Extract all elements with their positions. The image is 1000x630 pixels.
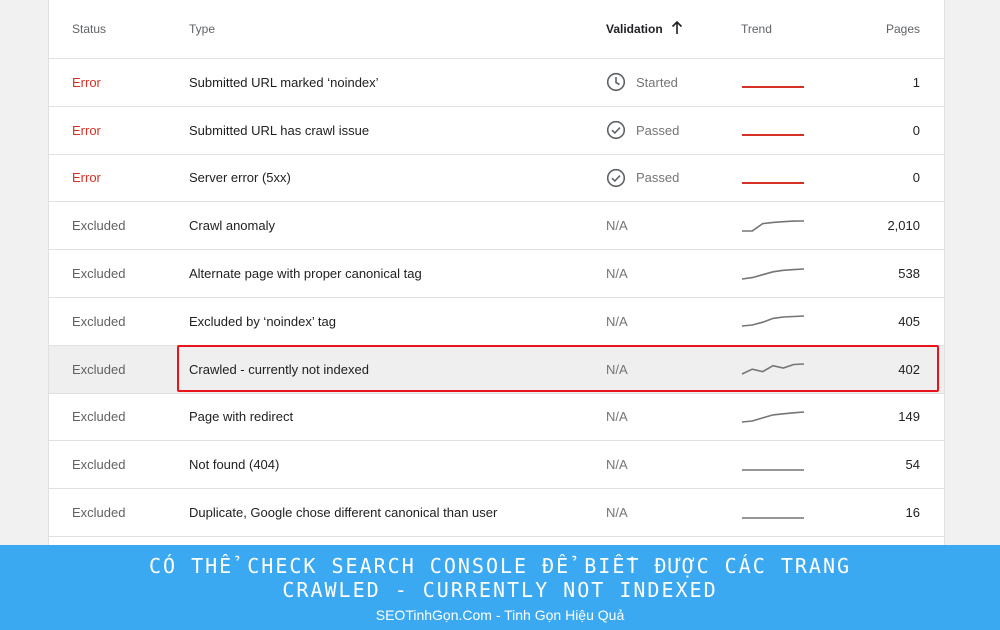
row-main (177, 250, 944, 297)
validation-label: N/A (606, 457, 628, 473)
check-circle-icon (606, 120, 626, 140)
row-main (177, 202, 944, 249)
type-label: Excluded by ‘noindex’ tag (189, 313, 336, 329)
check-circle-icon (606, 168, 626, 188)
row-main (177, 59, 944, 106)
trend-sparkline (741, 394, 805, 441)
trend-sparkline-svg (741, 170, 805, 186)
trend-sparkline (741, 107, 805, 154)
status-label: Error (72, 122, 101, 138)
status-label: Excluded (72, 313, 126, 329)
pages-count: 149 (898, 409, 920, 425)
status-label: Excluded (72, 361, 126, 377)
row-main (177, 394, 944, 441)
type-label: Submitted URL marked ‘noindex’ (189, 74, 379, 90)
row-main (177, 298, 944, 345)
table-row[interactable] (49, 298, 944, 346)
validation-cell (606, 59, 678, 106)
pages-count: 0 (912, 122, 920, 138)
pages-count: 0 (912, 170, 920, 186)
pages-count: 538 (898, 266, 920, 282)
trend-line (742, 412, 804, 422)
status-label: Excluded (72, 266, 126, 282)
row-main (177, 107, 944, 154)
type-label: Not found (404) (189, 457, 280, 473)
type-label: Page with redirect (189, 409, 294, 425)
sort-arrow-up-icon (671, 21, 683, 38)
table-row[interactable] (49, 441, 944, 489)
validation-cell (606, 107, 679, 154)
trend-sparkline (741, 202, 805, 249)
coverage-table (48, 0, 945, 545)
trend-sparkline-svg (741, 505, 805, 521)
validation-cell (606, 155, 679, 202)
banner-title-line1: CÓ THỂ CHECK SEARCH CONSOLE ĐỂ BIẾT ĐƯỢC CÁC TRANG (148, 554, 852, 578)
validation-label: N/A (606, 218, 628, 234)
table-header (49, 0, 944, 59)
status-cell (49, 346, 177, 393)
status-cell (49, 489, 177, 536)
caption-banner (0, 545, 1000, 630)
row-main (177, 155, 944, 202)
status-label: Error (72, 170, 101, 186)
table-row[interactable] (49, 250, 944, 298)
pages-count: 16 (905, 505, 920, 521)
status-label: Error (72, 74, 101, 90)
validation-cell (606, 441, 628, 488)
validation-label: Passed (636, 122, 680, 138)
status-label: Excluded (72, 457, 126, 473)
validation-cell (606, 346, 628, 393)
table-row[interactable] (49, 489, 944, 537)
pages-count: 405 (898, 313, 920, 329)
table-row[interactable] (49, 202, 944, 250)
status-label: Excluded (72, 218, 126, 234)
table-row[interactable] (49, 107, 944, 155)
clock-icon (606, 72, 626, 92)
row-main (177, 346, 944, 393)
trend-sparkline-svg (741, 313, 805, 329)
table-row[interactable] (49, 394, 944, 442)
type-label: Server error (5xx) (189, 170, 291, 186)
validation-cell (606, 202, 628, 249)
header-trend[interactable]: Trend (741, 22, 772, 36)
banner-title (0, 554, 1000, 602)
trend-sparkline-svg (741, 218, 805, 234)
header-status[interactable] (49, 0, 177, 58)
type-label: Submitted URL has crawl issue (189, 122, 370, 138)
trend-sparkline (741, 155, 805, 202)
banner-subtitle: SEOTinhGọn.Com - Tinh Gọn Hiệu Quả (375, 607, 625, 623)
trend-line (742, 364, 804, 374)
trend-line (742, 269, 804, 279)
trend-sparkline-svg (741, 122, 805, 138)
validation-label: Passed (636, 170, 680, 186)
validation-label: N/A (606, 361, 628, 377)
trend-sparkline (741, 441, 805, 488)
validation-cell (606, 394, 628, 441)
header-validation[interactable] (606, 0, 683, 58)
status-cell (49, 155, 177, 202)
validation-label: N/A (606, 266, 628, 282)
trend-line (742, 221, 804, 231)
status-cell (49, 250, 177, 297)
status-cell (49, 441, 177, 488)
validation-cell (606, 298, 628, 345)
validation-cell (606, 489, 628, 536)
trend-sparkline (741, 346, 805, 393)
pages-count: 1 (912, 74, 920, 90)
status-cell (49, 298, 177, 345)
trend-sparkline-svg (741, 409, 805, 425)
type-label: Alternate page with proper canonical tag (189, 266, 422, 282)
table-row[interactable] (49, 346, 944, 394)
trend-sparkline-svg (741, 74, 805, 90)
table-row[interactable] (49, 155, 944, 203)
banner-title-line2: CRAWLED - CURRENTLY NOT INDEXED (282, 578, 718, 602)
trend-sparkline (741, 59, 805, 106)
trend-sparkline-svg (741, 361, 805, 377)
status-cell (49, 394, 177, 441)
status-cell (49, 107, 177, 154)
trend-sparkline-svg (741, 457, 805, 473)
validation-cell (606, 250, 628, 297)
type-label: Duplicate, Google chose different canonical than user (189, 505, 498, 521)
row-main (177, 489, 944, 536)
status-cell (49, 59, 177, 106)
status-label: Excluded (72, 409, 126, 425)
trend-line (742, 316, 804, 326)
validation-label: N/A (606, 409, 628, 425)
header-status-label: Status (72, 22, 107, 36)
status-cell (49, 202, 177, 249)
header-main (177, 0, 944, 58)
trend-sparkline (741, 298, 805, 345)
trend-sparkline (741, 250, 805, 297)
type-label: Crawl anomaly (189, 218, 275, 234)
pages-count: 402 (898, 361, 920, 377)
row-main (177, 441, 944, 488)
pages-count: 54 (905, 457, 920, 473)
header-pages[interactable]: Pages (885, 22, 920, 36)
pages-count: 2,010 (887, 218, 920, 234)
validation-label: N/A (606, 313, 628, 329)
table-row[interactable] (49, 59, 944, 107)
header-type[interactable]: Type (189, 22, 216, 36)
status-label: Excluded (72, 505, 126, 521)
validation-label: Started (636, 74, 678, 90)
type-label: Crawled - currently not indexed (189, 361, 369, 377)
trend-sparkline-svg (741, 266, 805, 282)
validation-label: N/A (606, 505, 628, 521)
header-validation-label: Validation (606, 22, 663, 36)
trend-sparkline (741, 489, 805, 536)
